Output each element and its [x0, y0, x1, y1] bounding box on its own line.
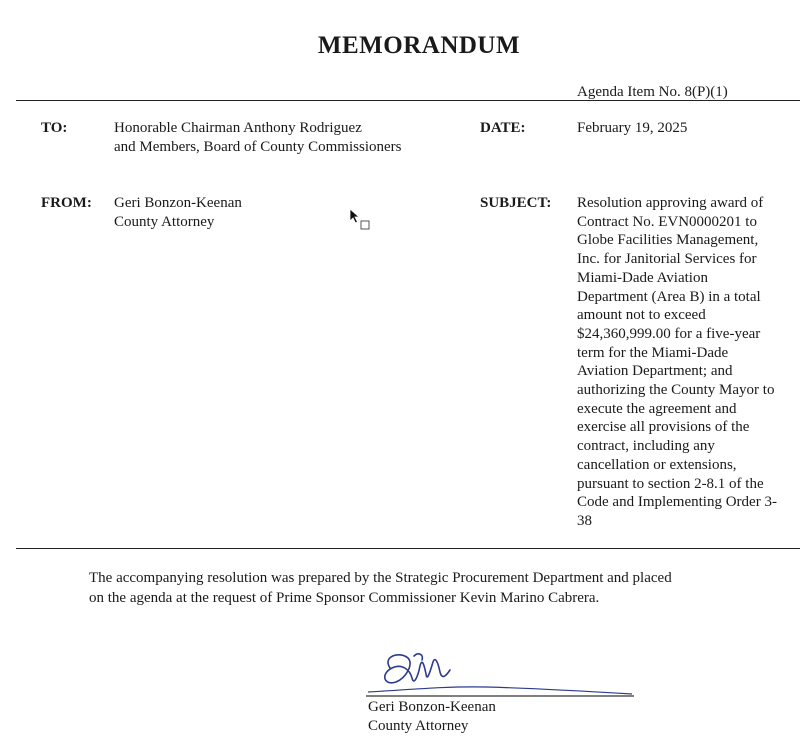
subject-line: Globe Facilities Management, [577, 232, 759, 249]
body-divider [16, 548, 800, 549]
subject-line: amount not to exceed [577, 307, 706, 324]
to-line-1: Honorable Chairman Anthony Rodriguez [114, 120, 362, 136]
subject-line: $24,360,999.00 for a five-year [577, 325, 761, 342]
subject-line: Department (Area B) in a total [577, 288, 761, 305]
header-divider [16, 100, 800, 101]
note-line-1: The accompanying resolution was prepared by the Strategic Procurement Department and placed [89, 570, 672, 586]
subject-line: authorizing the County Mayor to [577, 382, 775, 399]
to-label: TO: [41, 120, 68, 136]
date-label: DATE: [480, 120, 526, 136]
subject-line: Contract No. EVN0000201 to [577, 213, 757, 230]
subject-line: 38 [577, 512, 592, 529]
handwritten-signature [366, 648, 634, 698]
subject-line: Code and Implementing Order 3- [577, 494, 777, 511]
subject-text [577, 194, 799, 531]
note-line-2: on the agenda at the request of Prime Sponsor Commissioner Kevin Marino Cabrera. [89, 589, 600, 606]
subject-line: Inc. for Janitorial Services for [577, 251, 757, 268]
subject-line: Aviation Department; and [577, 363, 733, 380]
subject-line: pursuant to section 2-8.1 of the [577, 475, 764, 492]
subject-label: SUBJECT: [480, 195, 552, 211]
date-value: February 19, 2025 [577, 120, 688, 136]
mouse-pointer-icon [349, 208, 371, 232]
from-label: FROM: [41, 195, 92, 211]
from-line-2: County Attorney [114, 213, 215, 230]
subject-line: Resolution approving award of [577, 195, 764, 211]
signature-block [368, 698, 496, 736]
signatory-title: County Attorney [368, 718, 469, 734]
from-line-1: Geri Bonzon-Keenan [114, 195, 242, 211]
subject-line: contract, including any [577, 438, 715, 455]
to-line-2: and Members, Board of County Commissioners [114, 138, 402, 155]
subject-line: execute the agreement and [577, 400, 737, 417]
from-sender [114, 194, 242, 231]
memo-note [89, 569, 749, 608]
subject-line: exercise all provisions of the [577, 419, 750, 436]
subject-line: cancellation or extensions, [577, 456, 737, 473]
memo-title: MEMORANDUM [317, 32, 521, 59]
agenda-item-number: Agenda Item No. 8(P)(1) [577, 84, 728, 100]
to-recipient [114, 119, 401, 156]
subject-line: Miami-Dade Aviation [577, 269, 708, 286]
signatory-name: Geri Bonzon-Keenan [368, 699, 496, 715]
subject-line: term for the Miami-Dade [577, 344, 729, 361]
